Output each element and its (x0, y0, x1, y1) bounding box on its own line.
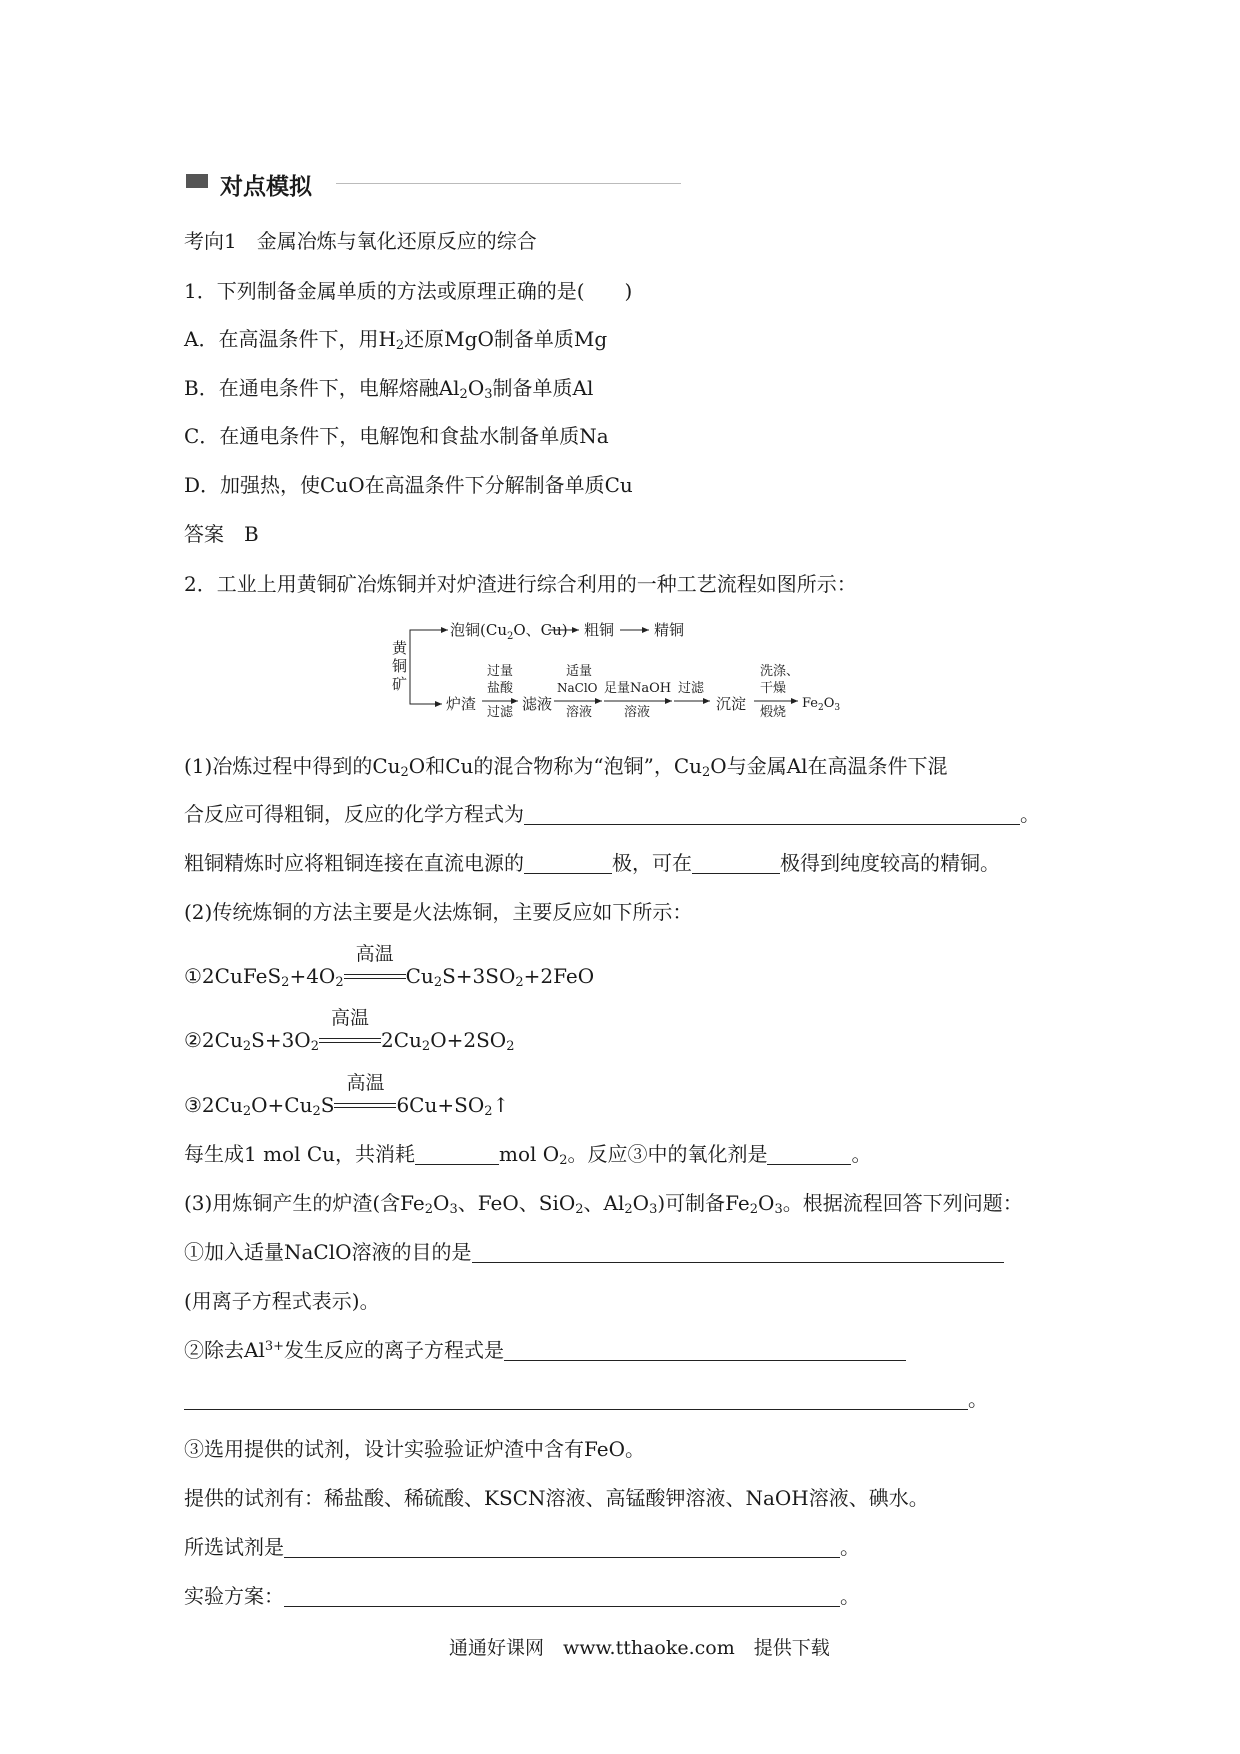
q1-option-d: D．加强热，使CuO在高温条件下分解制备单质Cu (184, 473, 633, 497)
flow-crude-copper: 粗铜 (584, 621, 615, 639)
equation-2: $②2Cu_2S+3O_2$ 高温 $2Cu_2O+2SO_2$ (184, 1007, 515, 1054)
flow-step2-above-1: 适量 (566, 664, 593, 679)
flow-precipitate: 沉淀 (716, 695, 747, 713)
q2-part3-sub3: ③选用提供的试剂，设计实验验证炉渣中含有FeO。 (184, 1437, 646, 1461)
answer-blank-electrode-2[interactable] (692, 853, 780, 874)
answer-blank-naclo-purpose[interactable] (472, 1242, 1004, 1263)
q2-part3-sub2: ②除去$Al^{3+}$发生反应的离子方程式是 (184, 1337, 906, 1363)
flow-slag: 炉渣 (446, 695, 477, 713)
q2-stem: 2．工业上用黄铜矿冶炼铜并对炉渣进行综合利用的一种工艺流程如图所示： (184, 572, 857, 596)
flow-filtrate: 滤液 (522, 695, 553, 713)
q2-part2-question: 每生成1 mol Cu，共消耗 mol $O_2$。反应③中的氧化剂是 。 (184, 1142, 872, 1168)
answer-blank-electrode-1[interactable] (524, 853, 612, 874)
flow-step3-below: 溶液 (624, 705, 651, 720)
flow-product: $Fe_2O_3$ (802, 696, 841, 713)
flow-step1-above-1: 过量 (487, 664, 514, 679)
q2-part3-sub1: ①加入适量NaClO溶液的目的是 (184, 1239, 1004, 1265)
flow-step3-above: 足量NaOH (604, 681, 672, 696)
answer-blank-o2-moles[interactable] (415, 1144, 499, 1165)
q2-part1-line2: 合反应可得粗铜，反应的化学方程式为 。 (184, 802, 1040, 826)
equation-condition: 高温 (344, 963, 406, 989)
process-flow-diagram (380, 612, 880, 722)
q2-part1-line3: 粗铜精炼时应将粗铜连接在直流电源的 极，可在 极得到纯度较高的精铜。 (184, 851, 1000, 875)
answer-blank-oxidant[interactable] (767, 1144, 851, 1165)
flow-step1-below: 过滤 (487, 705, 514, 720)
q1-option-a: A．在高温条件下，用$H_2$还原MgO制备单质Mg (184, 327, 608, 353)
equation-condition: 高温 (334, 1092, 396, 1118)
flow-step4-above: 过滤 (678, 681, 705, 696)
topic-heading: 考向1 金属冶炼与氧化还原反应的综合 (184, 229, 537, 253)
flow-blister-copper: 泡铜($Cu_2O$、Cu) (450, 621, 568, 642)
q1-option-c: C．在通电条件下，电解饱和食盐水制备单质Na (184, 424, 609, 448)
q1-stem: 1．下列制备金属单质的方法或原理正确的是( ) (184, 279, 633, 303)
q2-part2-intro: (2)传统炼铜的方法主要是火法炼铜，主要反应如下所示： (184, 900, 693, 924)
flow-step5-above-2: 干燥 (760, 681, 787, 696)
flow-step1-above-2: 盐酸 (487, 681, 514, 696)
q1-answer: 答案 B (184, 522, 259, 546)
answer-blank-reagents[interactable] (284, 1537, 840, 1558)
chosen-reagents: 所选试剂是 。 (184, 1535, 860, 1559)
experiment-plan: 实验方案： 。 (184, 1584, 860, 1608)
answer-blank-equation[interactable] (524, 804, 1020, 825)
reagent-list: 提供的试剂有：稀盐酸、稀硫酸、KSCN溶液、高锰酸钾溶液、NaOH溶液、碘水。 (184, 1486, 929, 1510)
flow-start-char-1: 黄 (392, 639, 408, 657)
q2-part1-line1: (1)冶炼过程中得到的$Cu_2O$和Cu的混合物称为“泡铜”，$Cu_2O$与金属Al在高温条件下混 (184, 754, 948, 780)
flow-step5-above-1: 洗涤、 (760, 664, 800, 679)
flow-step2-below: 溶液 (566, 705, 593, 720)
flow-refined-copper: 精铜 (654, 621, 685, 639)
equation-condition: 高温 (319, 1027, 381, 1053)
answer-blank-plan[interactable] (284, 1586, 840, 1607)
equation-1: $①2CuFeS_2+4O_2$ 高温 $Cu_2S+3SO_2+2FeO$ (184, 943, 595, 990)
q2-part3-sub1-note: (用离子方程式表示)。 (184, 1289, 380, 1313)
answer-blank-al-removal-2[interactable] (184, 1389, 968, 1410)
flow-step5-below: 煅烧 (760, 705, 787, 720)
section-divider (336, 183, 681, 184)
section-marker (186, 174, 208, 188)
flow-bracket (410, 630, 416, 704)
flow-step2-above-2: NaClO (557, 681, 598, 695)
q2-part3-intro: (3)用炼铜产生的炉渣(含$Fe_2O_3$、FeO、SiO$_2$、$Al_2O_3$)可制备$Fe_2O_3$。根据流程回答下列问题： (184, 1191, 1023, 1217)
section-title: 对点模拟 (220, 174, 312, 200)
answer-blank-al-removal-1[interactable] (504, 1340, 906, 1361)
q1-option-b: B．在通电条件下，电解熔融$Al_2O_3$制备单质Al (184, 376, 594, 402)
q2-part3-sub2-cont: 。 (184, 1386, 988, 1412)
flow-start-char-2: 铜 (392, 657, 408, 675)
equation-3: $③2Cu_2O+Cu_2S$ 高温 $6Cu+SO_2↑$ (184, 1072, 510, 1119)
page-footer: 通通好课网 www.tthaoke.com 提供下载 (449, 1637, 830, 1659)
flow-start-char-3: 矿 (392, 675, 408, 693)
